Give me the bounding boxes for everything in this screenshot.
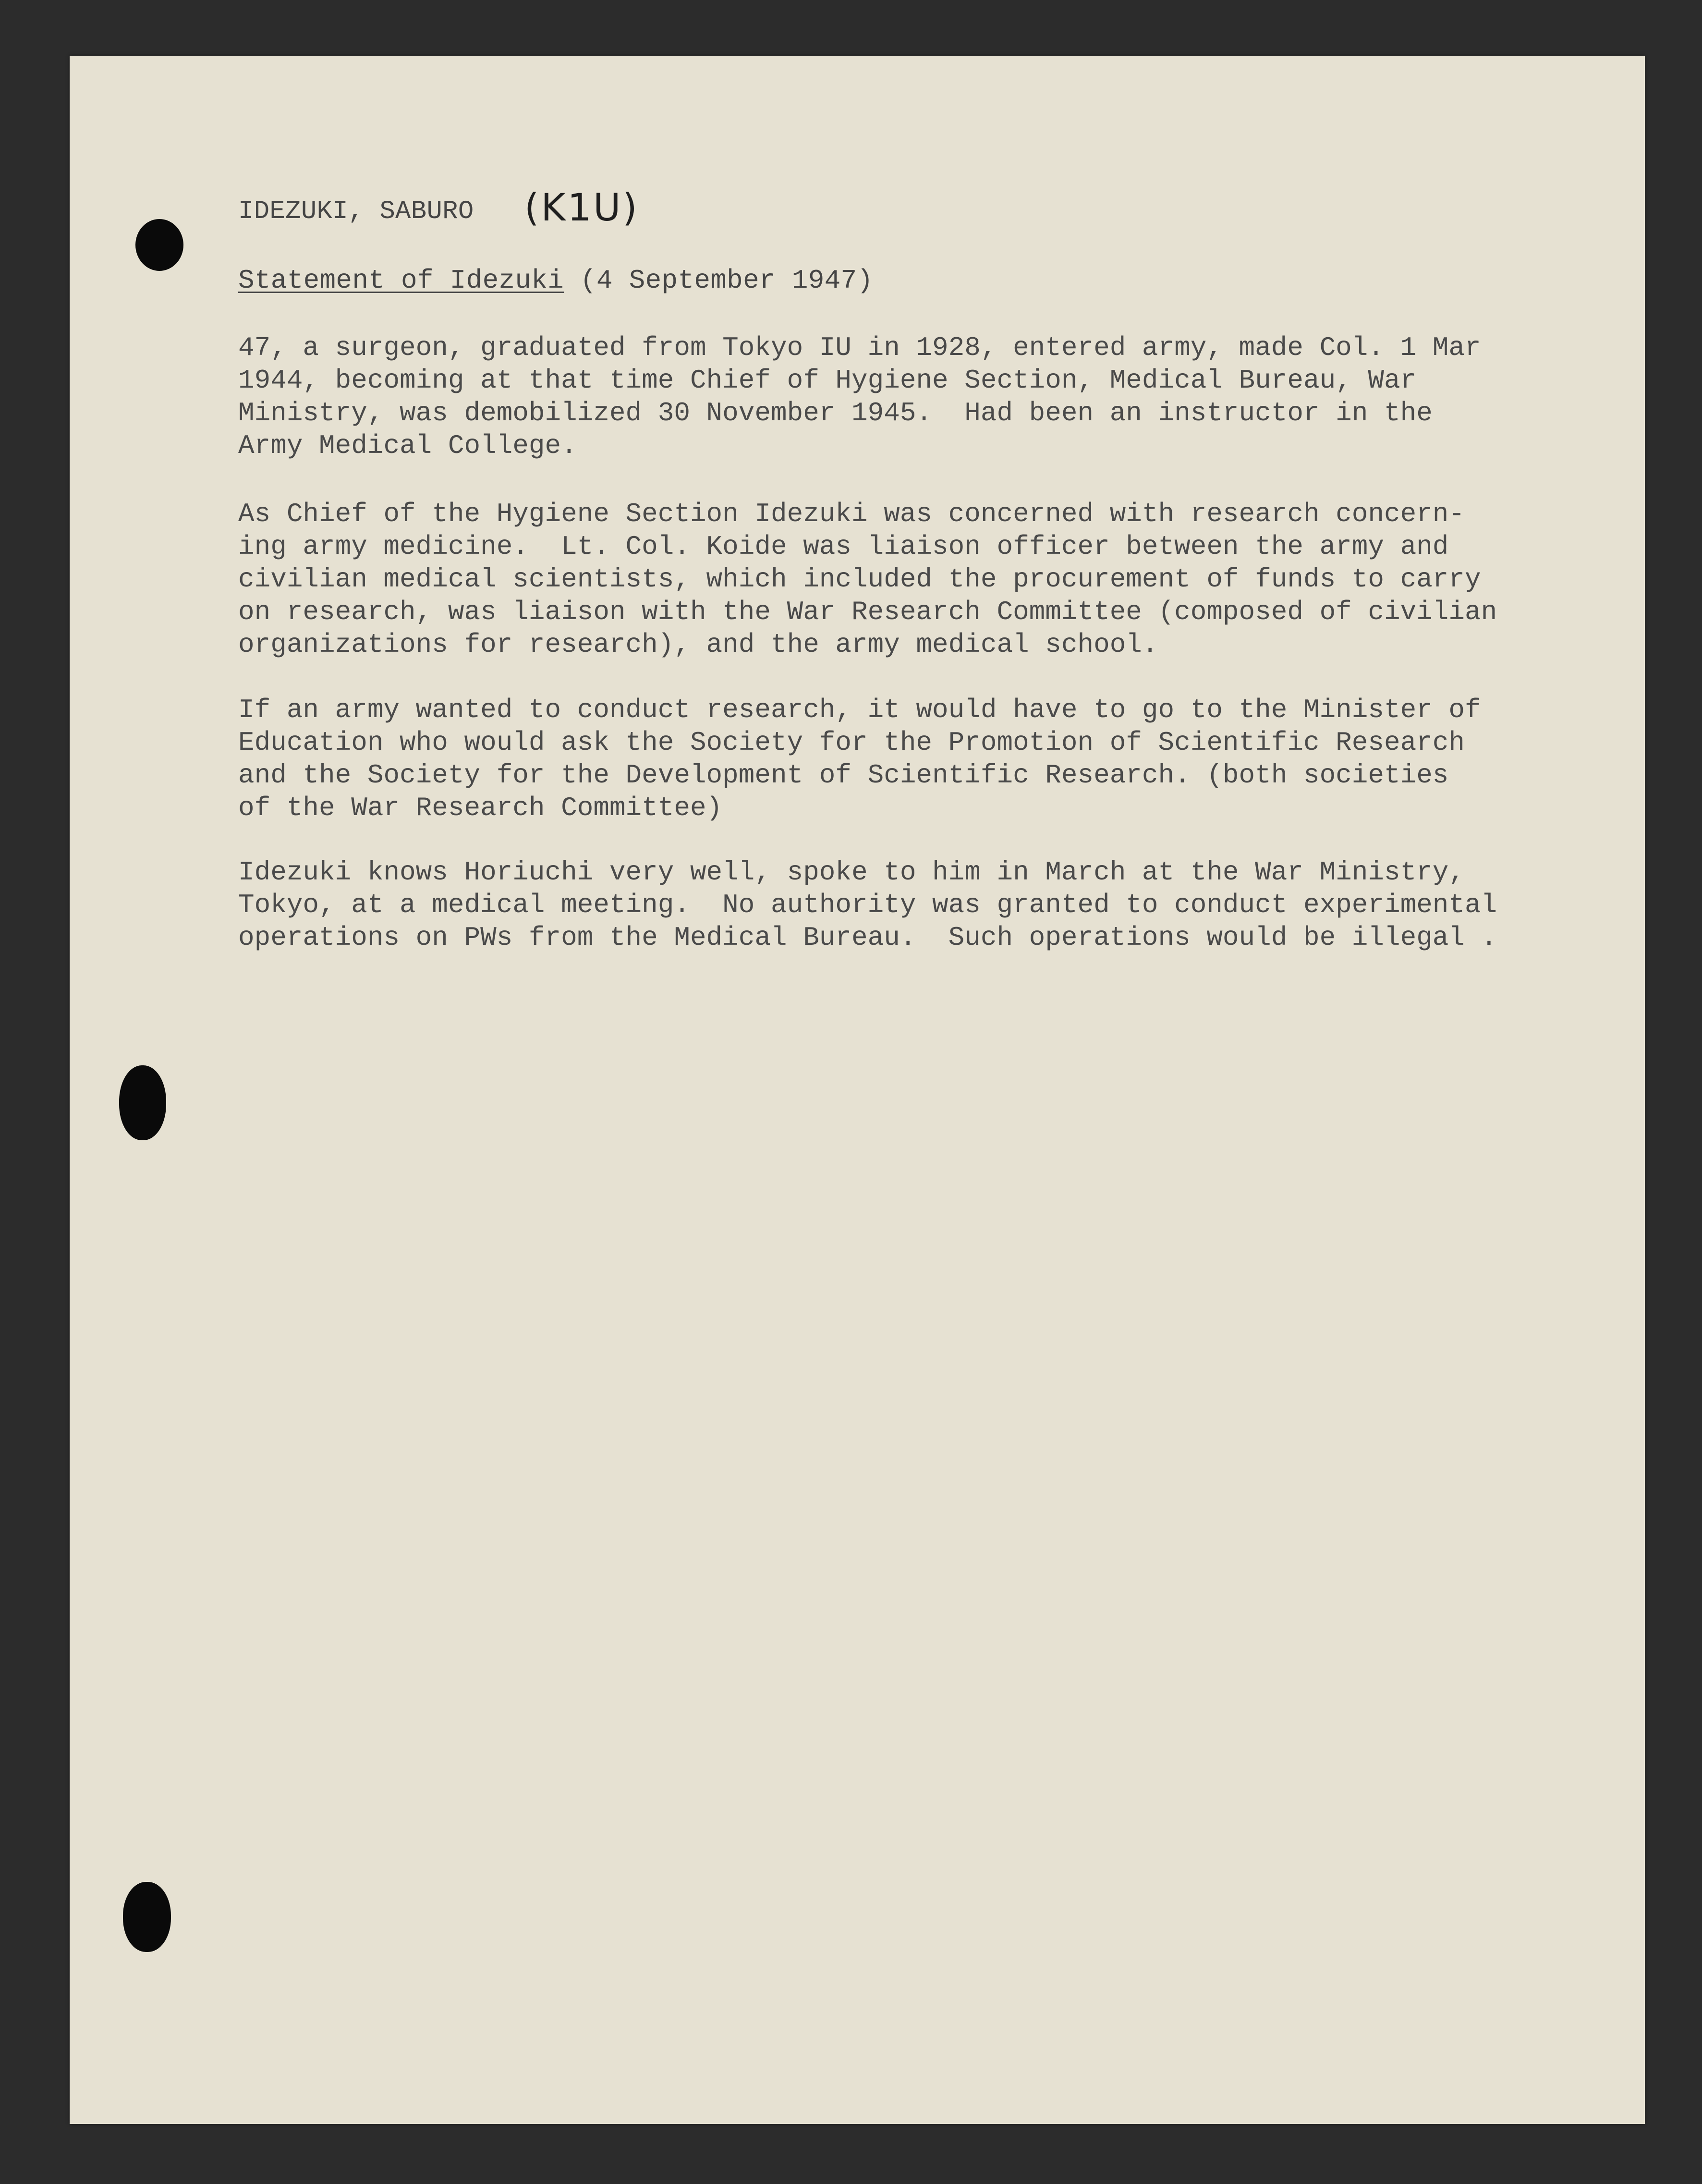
punch-hole: [123, 1882, 171, 1952]
text-line: Army Medical College.: [238, 430, 577, 461]
text-line: operations on PWs from the Medical Bureau. Such operations would be illegal .: [238, 922, 1497, 953]
text-line: If an army wanted to conduct research, it would have to go to the Minister of: [238, 695, 1481, 725]
text-line: organizations for research), and the army medical school.: [238, 629, 1158, 660]
text-line: ing army medicine. Lt. Col. Koide was liaison officer between the army and: [238, 531, 1449, 562]
text-line: Idezuki knows Horiuchi very well, spoke to him in March at the War Ministry,: [238, 857, 1465, 888]
statement-date: (4 September 1947): [564, 265, 874, 296]
punch-hole: [119, 1065, 166, 1140]
text-line: As Chief of the Hygiene Section Idezuki was concerned with research concern-: [238, 499, 1465, 529]
paragraph-horiuchi: [238, 856, 1497, 954]
text-line: and the Society for the Development of Scientific Research. (both societies: [238, 760, 1449, 791]
paragraph-hygiene-section: [238, 498, 1497, 661]
text-line: of the War Research Committee): [238, 793, 723, 823]
text-line: Tokyo, at a medical meeting. No authority was granted to conduct experimental: [238, 890, 1497, 920]
header-name: IDEZUKI, SABURO: [238, 197, 474, 226]
paragraph-biography: [238, 331, 1481, 462]
text-line: Ministry, was demobilized 30 November 1945. Had been an instructor in the: [238, 398, 1433, 428]
text-line: 47, a surgeon, graduated from Tokyo IU in 1928, entered army, made Col. 1 Mar: [238, 332, 1481, 363]
paragraph-research-procedure: [238, 694, 1481, 824]
text-line: on research, was liaison with the War Research Committee (composed of civilian: [238, 597, 1497, 627]
text-line: Education who would ask the Society for the Promotion of Scientific Research: [238, 727, 1465, 758]
punch-hole: [135, 219, 183, 271]
statement-title: Statement of Idezuki: [238, 265, 564, 296]
statement-heading: [238, 265, 873, 296]
text-line: 1944, becoming at that time Chief of Hygiene Section, Medical Bureau, War: [238, 365, 1417, 396]
text-line: civilian medical scientists, which included the procurement of funds to carry: [238, 564, 1481, 595]
handwritten-note: (K1U): [524, 186, 639, 230]
